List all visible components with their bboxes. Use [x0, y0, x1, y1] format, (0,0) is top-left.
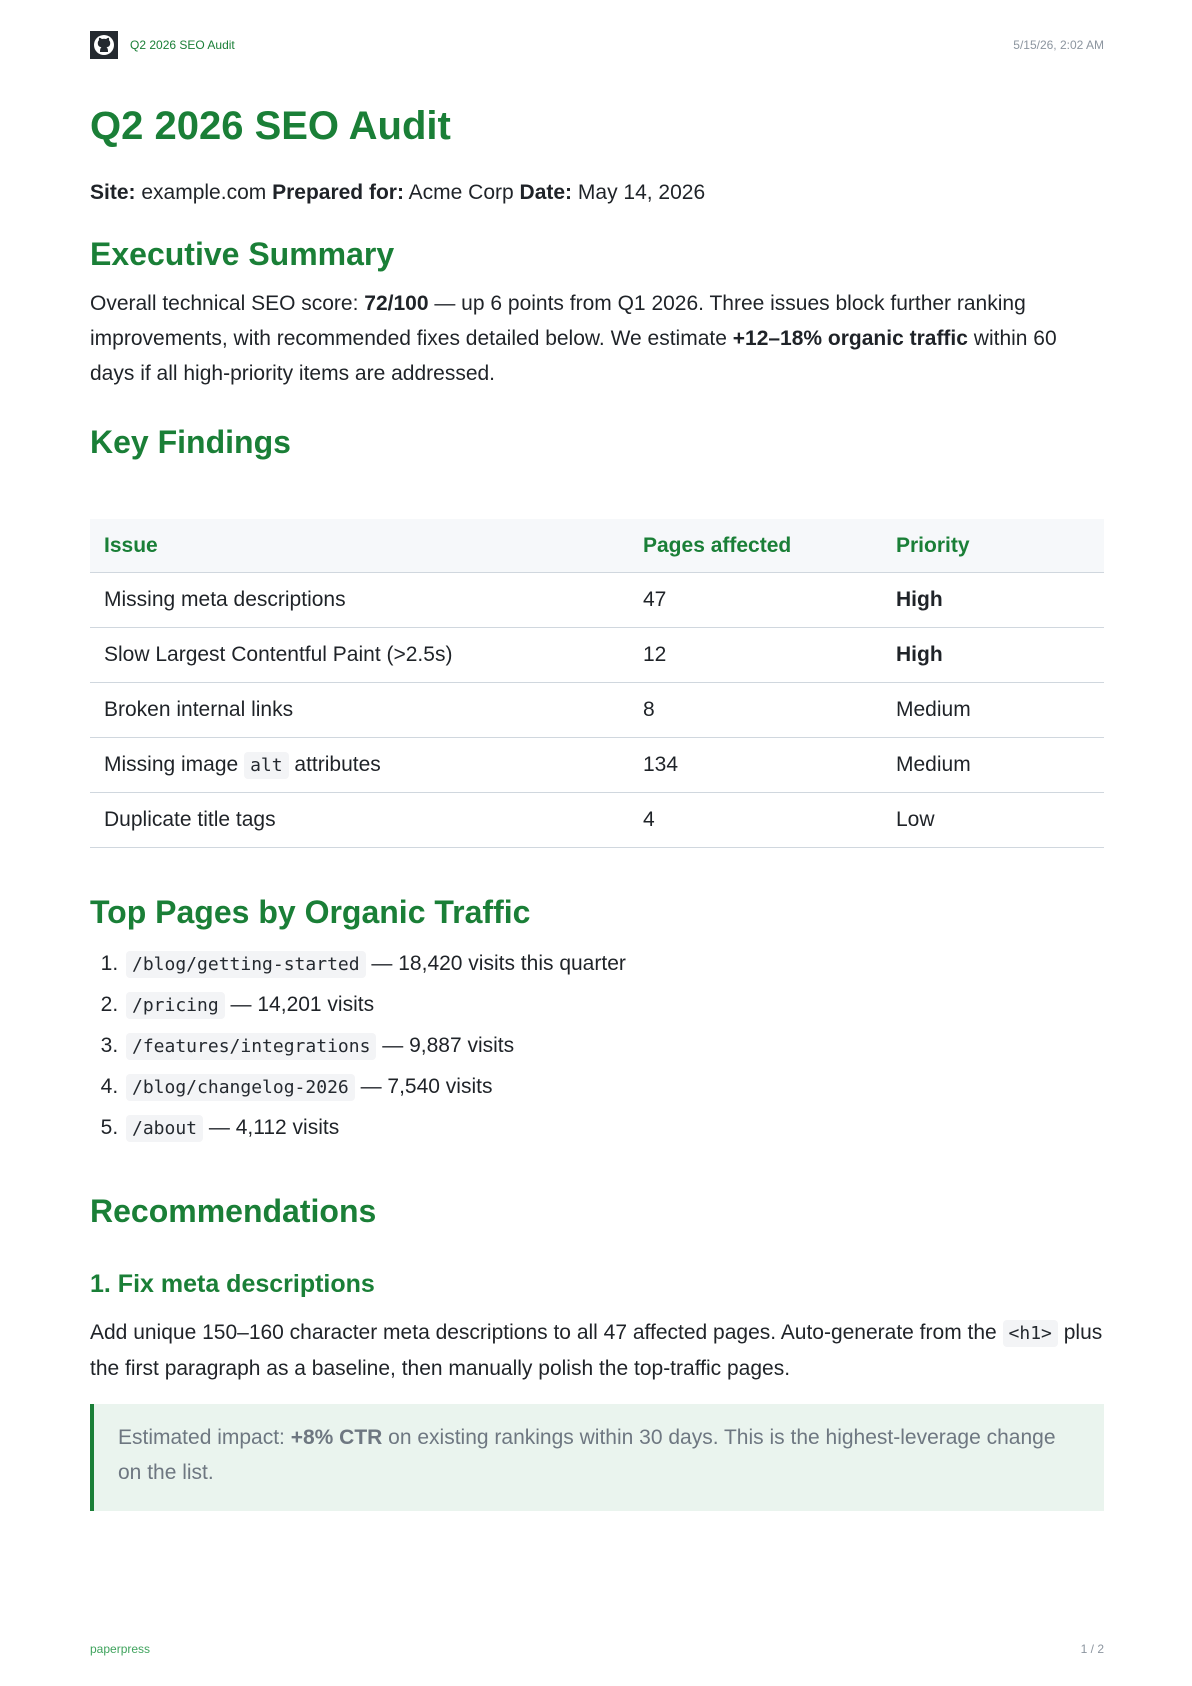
priority-cell: Medium [882, 738, 1104, 793]
traffic-estimate: +12–18% organic traffic [732, 327, 968, 350]
page-path: /about [126, 1115, 203, 1142]
callout-highlight: +8% CTR [290, 1426, 383, 1449]
key-findings-heading: Key Findings [90, 424, 291, 460]
header-timestamp: 5/15/26, 2:02 AM [1013, 38, 1104, 52]
page-visits: — 4,112 visits [203, 1116, 340, 1139]
summary-text-3: within 60 days if all high-priority items are addressed. [90, 327, 1057, 385]
issue-text-post: attributes [288, 753, 381, 776]
prepared-value: Acme Corp [408, 181, 514, 204]
issue-cell: Broken internal links [90, 683, 629, 738]
executive-summary-text [90, 286, 1104, 391]
table-row [90, 793, 1104, 848]
page-visits: — 7,540 visits [354, 1075, 493, 1098]
date-label: Date: [519, 181, 573, 204]
list-item [124, 1111, 626, 1152]
table-row [90, 628, 1104, 683]
impact-callout [90, 1404, 1104, 1511]
prepared-label: Prepared for: [272, 181, 404, 204]
recommendation-text-1: Add unique 150–160 character meta descriptions to all 47 affected pages. Auto-generate from the [90, 1321, 1003, 1344]
column-header-priority: Priority [882, 519, 1104, 573]
page-visits: — 9,887 visits [376, 1034, 515, 1057]
priority-cell: High [882, 573, 1104, 628]
callout-text-post: on existing rankings within 30 days. This is the highest-leverage change on the list. [118, 1426, 1056, 1484]
callout-text-pre: Estimated impact: [118, 1426, 291, 1449]
page-path: /blog/getting-started [126, 951, 366, 978]
table-row [90, 683, 1104, 738]
date-value: May 14, 2026 [577, 181, 706, 204]
github-icon [90, 31, 118, 59]
recommendation-1-text [90, 1315, 1104, 1386]
issue-cell: Missing meta descriptions [90, 573, 629, 628]
recommendation-text-2: plus the first paragraph as a baseline, then manually polish the top-traffic pages. [90, 1321, 1103, 1380]
issue-cell: Slow Largest Contentful Paint (>2.5s) [90, 628, 629, 683]
page-path: /pricing [126, 992, 225, 1019]
pages-cell: 4 [629, 793, 882, 848]
issue-cell: Duplicate title tags [90, 793, 629, 848]
priority-cell: High [882, 628, 1104, 683]
site-label: Site: [90, 181, 136, 204]
list-item [124, 988, 626, 1029]
priority-cell: Medium [882, 683, 1104, 738]
recommendation-1-heading: 1. Fix meta descriptions [90, 1270, 375, 1298]
page-header [90, 31, 1104, 59]
pages-cell: 134 [629, 738, 882, 793]
inline-code: alt [244, 752, 289, 779]
column-header-pages: Pages affected [629, 519, 882, 573]
header-title: Q2 2026 SEO Audit [130, 38, 235, 52]
top-pages-list [90, 947, 626, 1152]
site-value: example.com [141, 181, 267, 204]
table-row [90, 738, 1104, 793]
page-title: Q2 2026 SEO Audit [90, 104, 451, 148]
list-item [124, 1029, 626, 1070]
list-item [124, 1070, 626, 1111]
page-number: 1 / 2 [1080, 1642, 1104, 1656]
recommendations-heading: Recommendations [90, 1193, 377, 1229]
list-item [124, 947, 626, 988]
footer-brand: paperpress [90, 1642, 151, 1656]
table-row [90, 573, 1104, 628]
top-pages-heading: Top Pages by Organic Traffic [90, 894, 531, 930]
page-visits: — 18,420 visits this quarter [365, 952, 626, 975]
executive-summary-heading: Executive Summary [90, 236, 395, 272]
pages-cell: 12 [629, 628, 882, 683]
pages-cell: 8 [629, 683, 882, 738]
pages-cell: 47 [629, 573, 882, 628]
issue-text-pre: Missing image [104, 753, 245, 776]
page-path: /blog/changelog-2026 [126, 1074, 355, 1101]
page-path: /features/integrations [126, 1033, 376, 1060]
priority-cell: Low [882, 793, 1104, 848]
page-visits: — 14,201 visits [224, 993, 375, 1016]
seo-score: 72/100 [364, 292, 429, 315]
table-header-row [90, 519, 1104, 573]
column-header-issue: Issue [90, 519, 629, 573]
findings-table [90, 519, 1104, 848]
document-meta [90, 179, 705, 207]
summary-text-1: Overall technical SEO score: [90, 292, 365, 315]
issue-cell [90, 738, 629, 793]
inline-code: <h1> [1003, 1320, 1058, 1347]
summary-text-2: — up 6 points from Q1 2026. Three issues block further ranking improvements, with recommended fixes detailed below. We estimate [90, 292, 1026, 350]
